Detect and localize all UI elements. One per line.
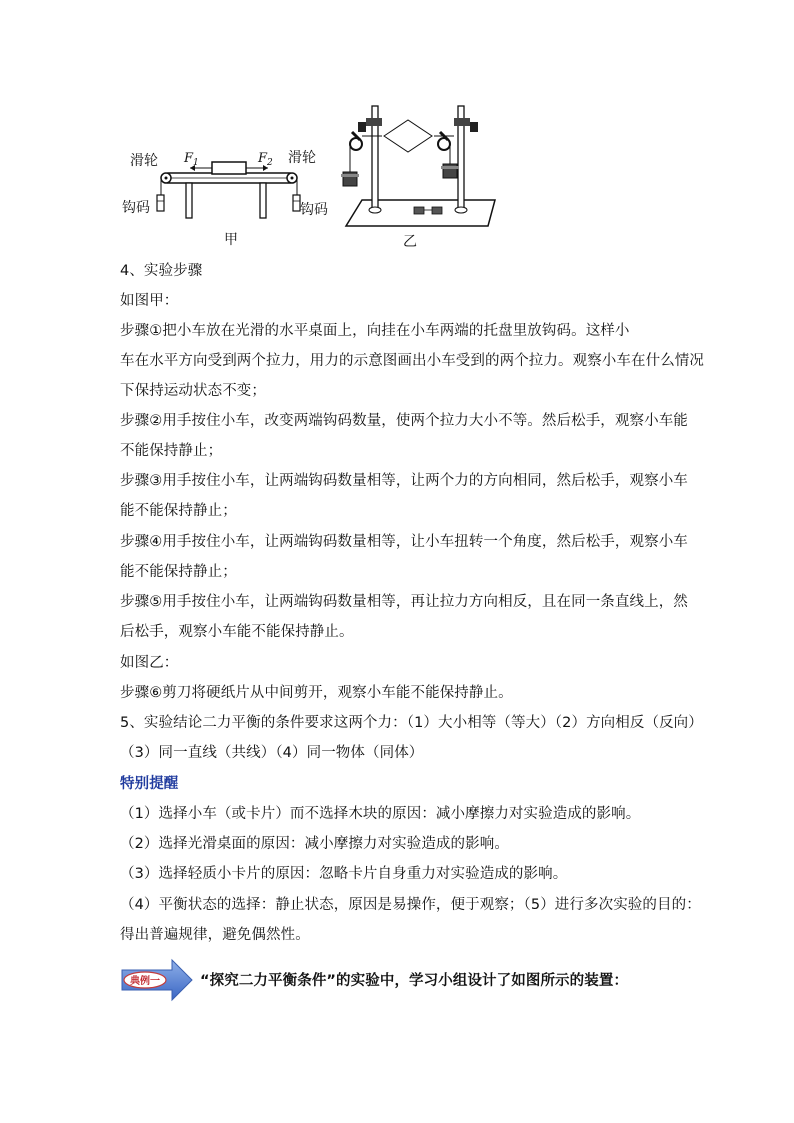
reminder-item: （1）选择小车（或卡片）而不选择木块的原因：减小摩擦力对实验造成的影响。: [120, 806, 641, 822]
spare-weight-1: [414, 207, 424, 214]
spare-weight-2: [432, 207, 442, 214]
step2-line1: 步骤②用手按住小车，改变两端钩码数量，使两个拉力大小不等。然后松手，观察小车能: [120, 413, 688, 429]
reminder-item: 得出普遍规律，避免偶然性。: [120, 927, 310, 943]
step5-line1: 步骤⑤用手按住小车，让两端钩码数量相等，再让拉力方向相反，且在同一条直线上，然: [120, 594, 688, 610]
reminder-title: 特别提醒: [120, 776, 179, 792]
example-badge: [120, 958, 194, 1002]
pulley-left-yi: [350, 138, 362, 150]
reminder-item: （2）选择光滑桌面的原因：减小摩擦力对实验造成的影响。: [120, 836, 509, 852]
fig-b-label: 如图乙：: [120, 655, 179, 671]
pulley-right-yi: [438, 138, 450, 150]
pulley-label-right: 滑轮: [288, 150, 316, 166]
force-f2-label: $F_2$: [258, 151, 273, 168]
section4-heading: 4、实验步骤: [120, 263, 203, 279]
table-leg-right: [260, 183, 266, 218]
step1-line3: 下保持运动状态不变；: [120, 383, 266, 399]
step1-line1: 步骤①把小车放在光滑的水平桌面上，向挂在小车两端的托盘里放钩码。这样小: [120, 323, 630, 339]
example-badge-label: 典例一: [130, 976, 160, 987]
cart: [212, 162, 246, 174]
figure-jia: [120, 100, 340, 250]
fig-a-label: 如图甲：: [120, 293, 179, 309]
section5-line2: （3）同一直线（共线）（4）同一物体（同体）: [120, 745, 424, 761]
reminder-item: （3）选择轻质小卡片的原因：忽略卡片自身重力对实验造成的影响。: [120, 866, 568, 882]
step2-line2: 不能保持静止；: [120, 443, 223, 459]
weight-label-right: 钩码: [300, 202, 328, 218]
force-f1-label: $F_1$: [184, 151, 199, 168]
figure-yi-caption: 乙: [403, 234, 417, 250]
card: [384, 120, 432, 152]
step3-line2: 能不能保持静止；: [120, 503, 237, 519]
reminder-item: （4）平衡状态的选择：静止状态，原因是易操作，便于观察；（5）进行多次实验的目的：: [120, 897, 701, 913]
figure-jia-caption: 甲: [224, 232, 238, 248]
step3-line1: 步骤③用手按住小车，让两端钩码数量相等，让两个力的方向相同，然后松手，观察小车: [120, 473, 688, 489]
step6-line: 步骤⑥剪刀将硬纸片从中间剪开，观察小车能不能保持静止。: [120, 685, 513, 701]
example-text: “探究二力平衡条件”的实验中，学习小组设计了如图所示的装置：: [200, 973, 629, 989]
step4-line2: 能不能保持静止；: [120, 564, 237, 580]
section5-line1: 5、实验结论二力平衡的条件要求这两个力：（1）大小相等（等大）（2）方向相反（反向）: [120, 715, 703, 731]
step5-line2: 后松手，观察小车能不能保持静止。: [120, 624, 354, 640]
table-leg-left: [186, 183, 192, 218]
weight-right: [293, 195, 300, 211]
figure-yi: [340, 100, 500, 250]
weight-label-left: 钩码: [122, 200, 150, 216]
step1-line2: 车在水平方向受到两个拉力，用力的示意图画出小车受到的两个拉力。观察小车在什么情况: [120, 353, 704, 369]
pulley-label-left: 滑轮: [130, 153, 158, 169]
weight-left: [157, 195, 164, 211]
step4-line1: 步骤④用手按住小车，让两端钩码数量相等，让小车扭转一个角度，然后松手，观察小车: [120, 534, 688, 550]
